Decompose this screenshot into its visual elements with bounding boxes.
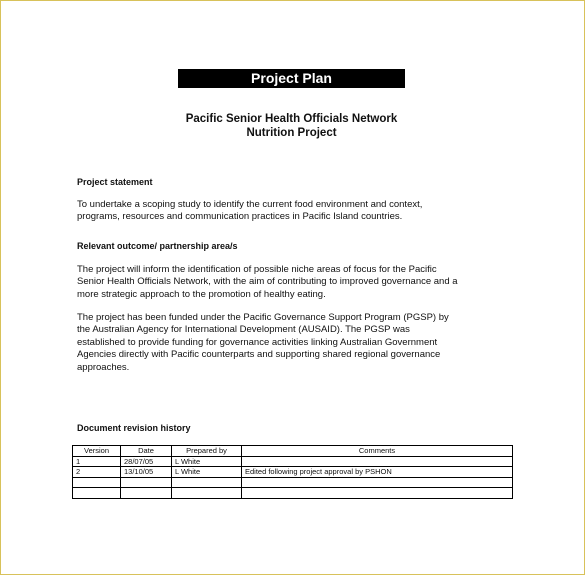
org-name-line-2: Nutrition Project	[246, 127, 337, 139]
cell-version	[73, 477, 121, 488]
project-statement-paragraph	[77, 199, 517, 224]
cell-prepared-by	[172, 477, 242, 488]
table-row	[73, 477, 513, 488]
paragraph-line: established to provide funding for governance activities linking Australian Government	[77, 336, 438, 348]
table-row	[73, 467, 513, 478]
cell-date: 13/10/05	[121, 467, 172, 478]
cell-version: 1	[73, 456, 121, 467]
relevant-outcome-heading: Relevant outcome/ partnership area/s	[77, 241, 238, 251]
revision-history-heading: Document revision history	[77, 423, 191, 433]
cell-date	[121, 488, 172, 499]
relevant-outcome-paragraph-2	[77, 312, 517, 374]
cell-prepared-by	[172, 488, 242, 499]
org-name-line-1: Pacific Senior Health Officials Network	[185, 113, 398, 125]
revision-history-table	[72, 445, 513, 499]
paragraph-line: The project will inform the identification of possible niche areas of focus for the Pacific	[77, 264, 437, 275]
column-header-version: Version	[73, 446, 121, 457]
relevant-outcome-paragraph-1	[77, 264, 517, 301]
cell-version	[73, 488, 121, 499]
paragraph-line: programs, resources and communication practices in Pacific Island countries.	[77, 211, 403, 223]
paragraph-line: The project has been funded under the Pacific Governance Support Program (PGSP) by	[77, 312, 449, 323]
column-header-comments: Comments	[242, 446, 513, 457]
cell-date	[121, 477, 172, 488]
cell-comments: Edited following project approval by PSHON	[242, 467, 513, 478]
cell-prepared-by: L White	[172, 456, 242, 467]
paragraph-line: Agencies directly with Pacific counterparts and supporting shared regional governance	[77, 349, 441, 361]
paragraph-line: Senior Health Officials Network, with the aim of contributing to improved governance and a	[77, 276, 458, 288]
cell-comments	[242, 477, 513, 488]
document-title: Project Plan	[178, 69, 405, 88]
table-row	[73, 456, 513, 467]
paragraph-line: approaches.	[77, 361, 130, 373]
table-row	[73, 488, 513, 499]
column-header-date: Date	[121, 446, 172, 457]
paragraph-line: the Australian Agency for International Development (AUSAID). The PGSP was	[77, 324, 410, 336]
cell-date: 28/07/05	[121, 456, 172, 467]
cell-comments	[242, 488, 513, 499]
cell-prepared-by: L White	[172, 467, 242, 478]
project-statement-heading: Project statement	[77, 177, 153, 187]
cell-comments	[242, 456, 513, 467]
column-header-prepared-by: Prepared by	[172, 446, 242, 457]
paragraph-line: more strategic approach to the promotion of healthy eating.	[77, 288, 326, 300]
table-header-row	[73, 446, 513, 457]
cell-version: 2	[73, 467, 121, 478]
paragraph-line: To undertake a scoping study to identify the current food environment and context,	[77, 199, 423, 210]
